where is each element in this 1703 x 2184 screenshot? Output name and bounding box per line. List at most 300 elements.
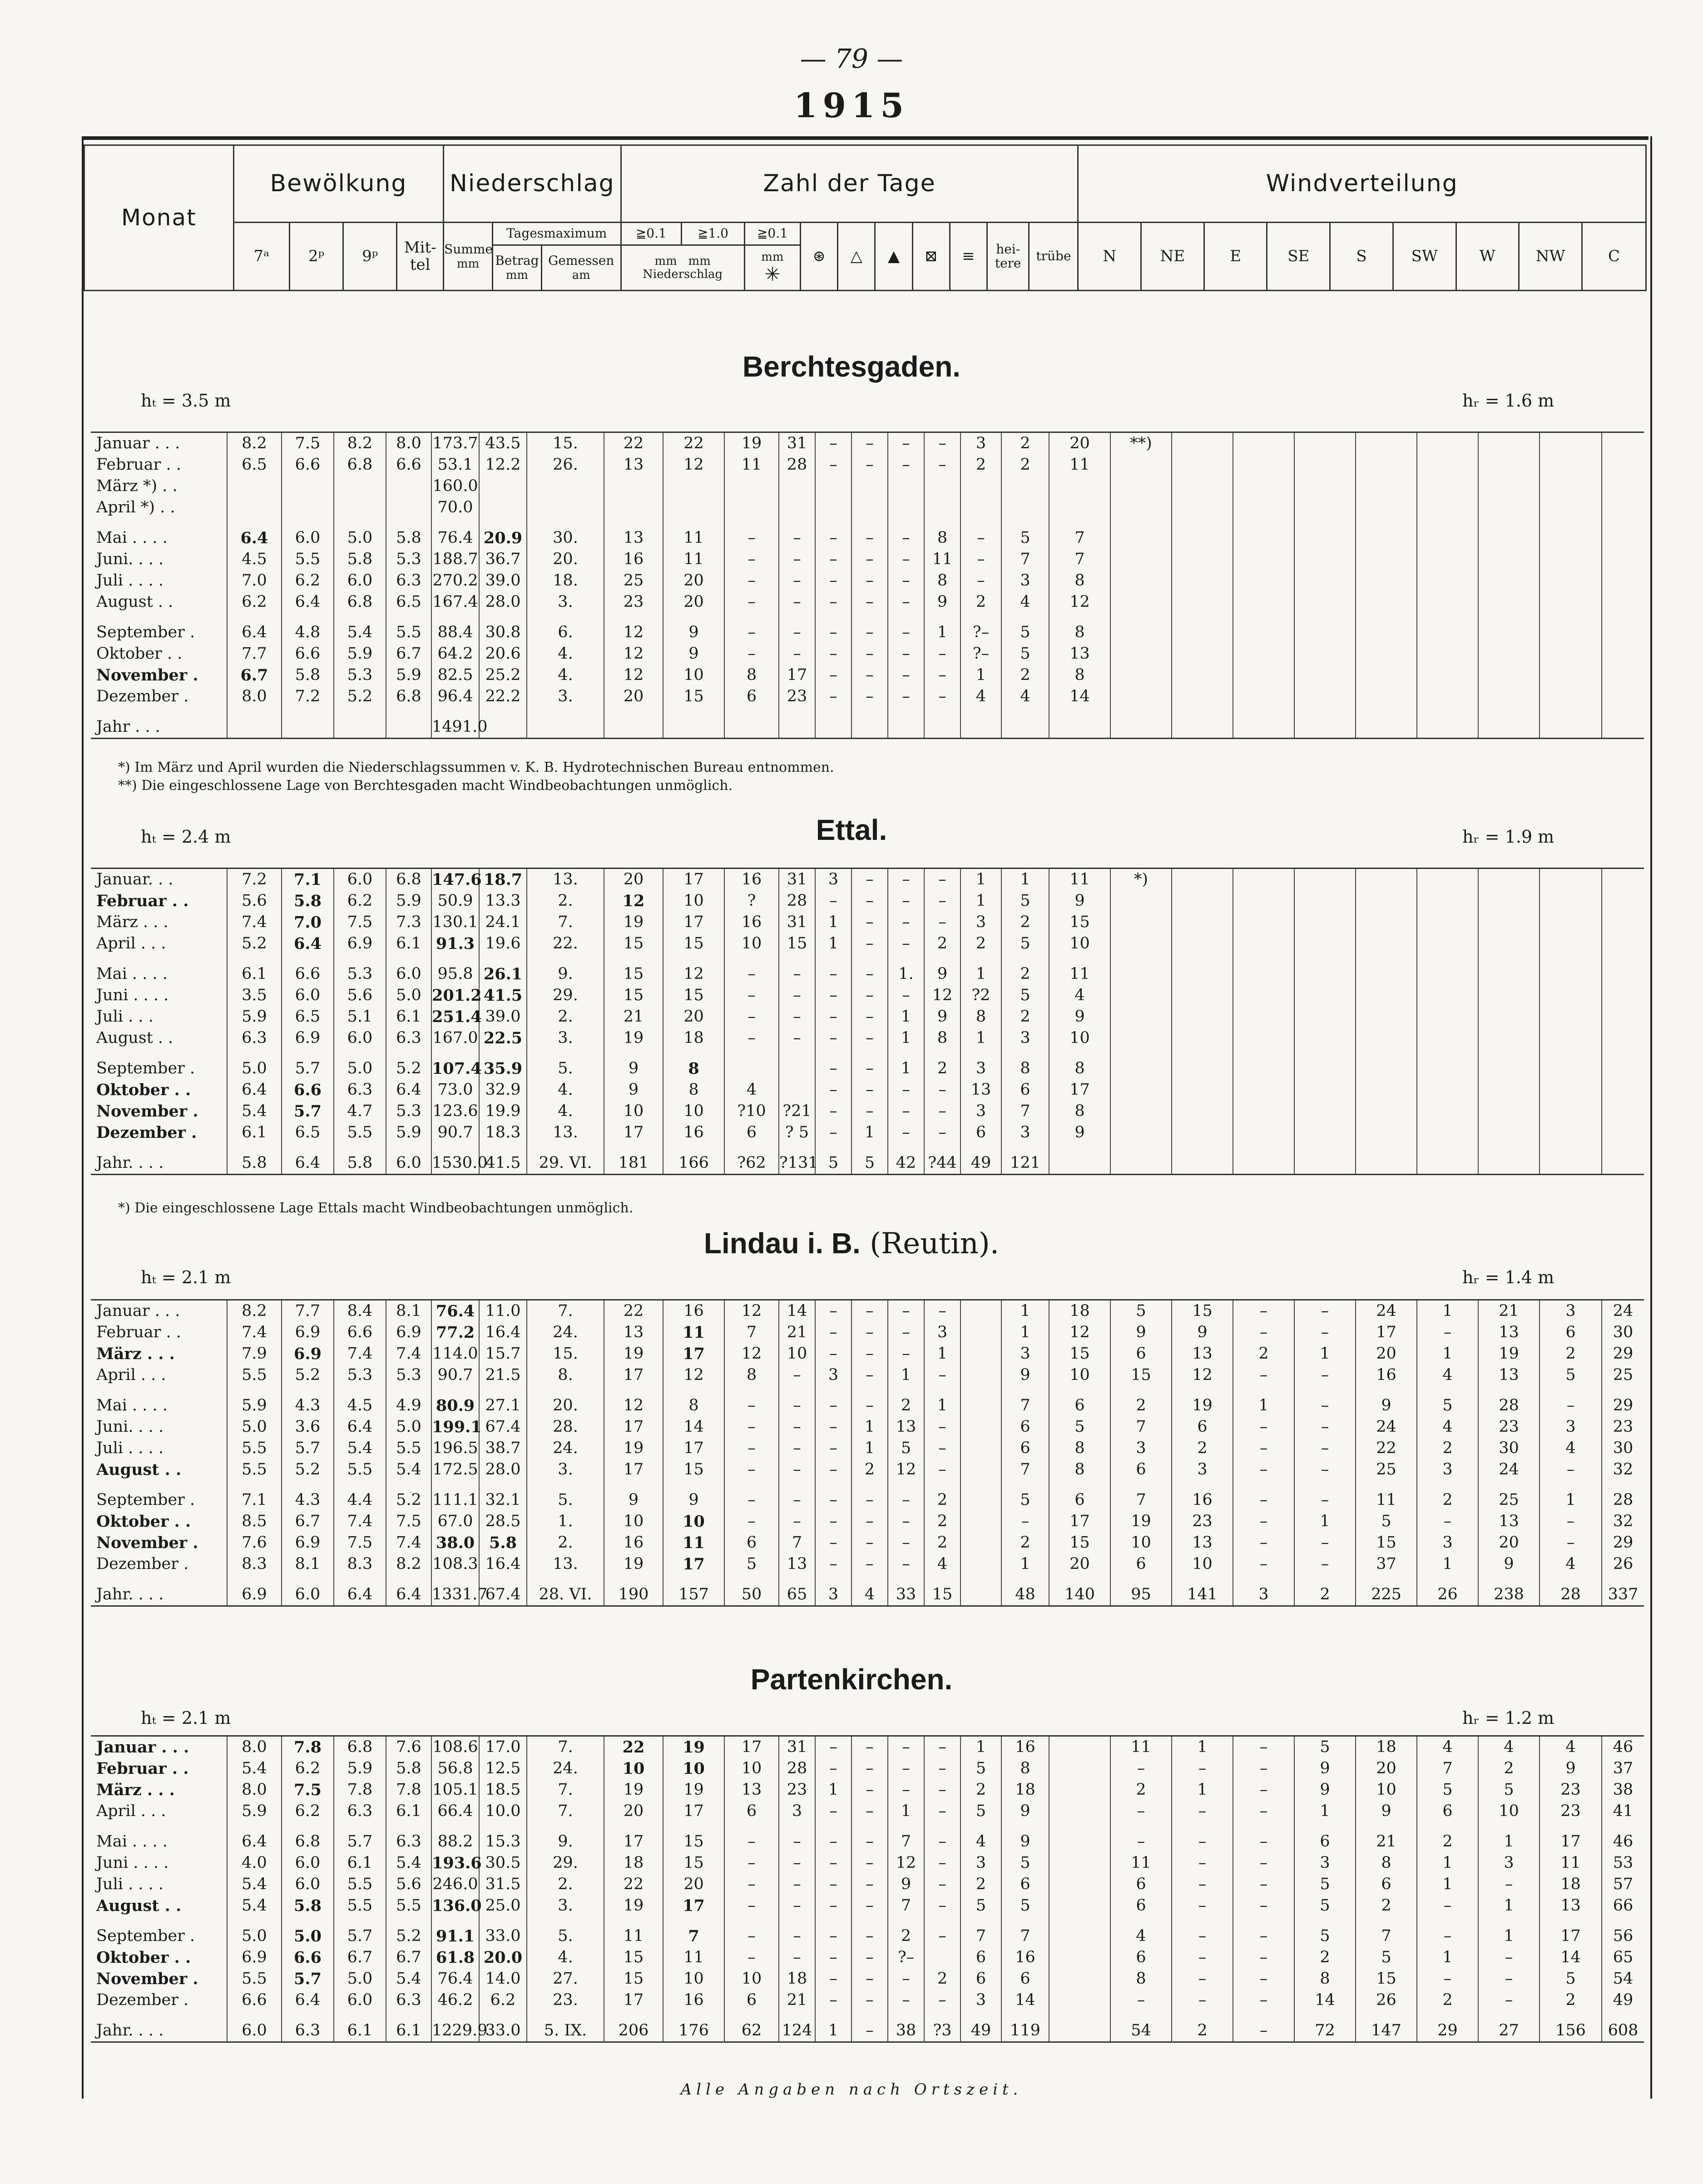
value-cell	[1294, 591, 1356, 613]
value-cell: 11.0	[479, 1300, 527, 1322]
value-cell: –	[888, 1079, 924, 1101]
value-cell: –	[815, 1079, 852, 1101]
value-cell: 6.7	[227, 665, 282, 686]
gap-cell	[1540, 1575, 1602, 1584]
value-cell: 1	[1478, 1926, 1540, 1947]
value-cell	[779, 476, 815, 497]
value-cell: 15	[1110, 1365, 1172, 1386]
value-cell	[960, 1459, 1001, 1480]
value-cell: 9	[663, 643, 724, 665]
value-cell: –	[1478, 1947, 1540, 1968]
value-cell: 13	[1478, 1511, 1540, 1532]
month-cell: Juni. . . .	[96, 1418, 164, 1436]
value-cell: 1	[960, 1736, 1001, 1758]
value-cell: –	[888, 527, 924, 549]
value-cell	[1233, 1058, 1294, 1079]
gap-cell	[527, 2011, 604, 2020]
value-cell: 2	[1001, 1006, 1049, 1027]
value-cell: 6.2	[282, 1801, 334, 1822]
value-cell: 2.	[527, 890, 604, 912]
value-cell: 13.3	[479, 890, 527, 912]
value-cell: 16	[663, 1300, 724, 1322]
value-cell: 95	[1110, 1584, 1172, 1606]
value-cell: 6.4	[282, 933, 334, 954]
value-cell	[1172, 912, 1233, 933]
gap-cell	[888, 707, 924, 716]
gap-cell	[852, 1822, 888, 1831]
gap-cell	[431, 613, 479, 622]
value-cell: 17	[663, 1554, 724, 1575]
value-cell: –	[852, 1990, 888, 2011]
value-cell: 12	[663, 454, 724, 476]
value-cell	[1478, 912, 1540, 933]
value-cell	[1233, 570, 1294, 591]
table-row	[91, 963, 1644, 985]
value-cell: 9	[1478, 1554, 1540, 1575]
value-cell: 6.0	[227, 2020, 282, 2042]
gap-cell	[431, 1822, 479, 1831]
value-cell: 15.	[527, 432, 604, 455]
value-cell: 6	[1110, 1947, 1172, 1968]
value-cell: –	[815, 963, 852, 985]
value-cell	[1233, 432, 1294, 455]
value-cell: 64.2	[431, 643, 479, 665]
value-cell: –	[924, 1416, 960, 1438]
value-cell: –	[724, 1006, 779, 1027]
gap-cell	[1478, 2011, 1540, 2020]
value-cell: –	[1233, 1300, 1294, 1322]
gap-cell	[852, 1386, 888, 1395]
value-cell: –	[888, 432, 924, 455]
value-cell: 5	[1001, 890, 1049, 912]
value-cell: 3.	[527, 1459, 604, 1480]
value-cell: 30	[1478, 1438, 1540, 1459]
gap-cell	[282, 613, 334, 622]
value-cell: 6.1	[386, 933, 431, 954]
gap-cell	[282, 518, 334, 527]
gap-cell	[91, 2011, 227, 2020]
value-cell	[1233, 643, 1294, 665]
gap-cell	[1172, 2011, 1233, 2020]
value-cell: 6.1	[386, 2020, 431, 2042]
value-cell	[1172, 570, 1233, 591]
value-cell: 2	[1001, 432, 1049, 455]
table-row	[91, 1300, 1644, 1322]
value-cell: –	[1540, 1395, 1602, 1416]
value-cell: –	[724, 622, 779, 643]
value-cell: 15	[1172, 1300, 1233, 1322]
gap-cell	[1172, 1049, 1233, 1058]
value-cell: 251.4	[431, 1006, 479, 1027]
value-cell	[1110, 643, 1172, 665]
gap-cell	[91, 613, 227, 622]
summe-unit: mm	[456, 257, 480, 271]
value-cell: –	[852, 869, 888, 891]
raingauge-height: hᵣ = 1.9 m	[1462, 827, 1554, 847]
value-cell	[1172, 716, 1233, 739]
value-cell	[1478, 716, 1540, 739]
value-cell: 90.7	[431, 1365, 479, 1386]
gap-cell	[1478, 1386, 1540, 1395]
value-cell: 5.4	[334, 622, 386, 643]
value-cell: 147	[1356, 2020, 1417, 2042]
value-cell: –	[924, 1874, 960, 1895]
value-cell	[1294, 912, 1356, 933]
gap-cell	[227, 613, 282, 622]
value-cell: 7.5	[334, 1532, 386, 1554]
value-cell: 7.4	[227, 1322, 282, 1343]
table-row	[91, 476, 1644, 497]
value-cell: 4	[1417, 1736, 1478, 1758]
value-cell: 20.6	[479, 643, 527, 665]
value-cell: 16	[724, 912, 779, 933]
gap-cell	[386, 1049, 431, 1058]
value-cell: 23	[779, 686, 815, 707]
row-gap	[91, 518, 1644, 527]
value-cell	[924, 716, 960, 739]
value-cell: –	[888, 454, 924, 476]
value-cell: 3	[1001, 1343, 1049, 1365]
value-cell: –	[852, 1968, 888, 1990]
value-cell: 6.6	[227, 1990, 282, 2011]
betrag-unit: mm	[505, 268, 529, 282]
gap-cell	[815, 1480, 852, 1489]
gap-cell	[1540, 1480, 1602, 1489]
value-cell: 6.7	[386, 643, 431, 665]
gap-cell	[1602, 954, 1644, 963]
value-cell	[1478, 476, 1540, 497]
value-cell: 2	[1294, 1584, 1356, 1606]
month-cell: April . . .	[96, 1366, 166, 1384]
value-cell: 8.2	[386, 1554, 431, 1575]
value-cell: 5	[888, 1438, 924, 1459]
value-cell: 3.	[527, 591, 604, 613]
value-cell: 1	[1001, 869, 1049, 891]
table-row	[91, 454, 1644, 476]
value-cell: 5.	[527, 1926, 604, 1947]
value-cell: –	[815, 622, 852, 643]
table-row	[91, 1852, 1644, 1874]
value-cell	[1233, 869, 1294, 891]
value-cell	[1294, 716, 1356, 739]
value-cell	[1540, 912, 1602, 933]
value-cell	[1110, 1101, 1172, 1122]
value-cell	[1417, 476, 1478, 497]
gap-cell	[1417, 518, 1478, 527]
value-cell	[1478, 933, 1540, 954]
month-cell: Februar . .	[96, 456, 181, 474]
gap-cell	[1294, 613, 1356, 622]
value-cell: –	[1294, 1395, 1356, 1416]
value-cell: –	[815, 665, 852, 686]
value-cell: 9	[663, 1489, 724, 1511]
value-cell: 1	[924, 622, 960, 643]
value-cell: 9	[1356, 1395, 1417, 1416]
value-cell: 4.7	[334, 1101, 386, 1122]
value-cell: 17	[1049, 1511, 1110, 1532]
value-cell	[1172, 1079, 1233, 1101]
value-cell: 3	[960, 1852, 1001, 1874]
value-cell: –	[852, 1079, 888, 1101]
value-cell: 28. VI.	[527, 1584, 604, 1606]
value-cell	[779, 497, 815, 518]
value-cell: –	[1172, 1947, 1233, 1968]
value-cell: 38	[1602, 1779, 1644, 1801]
value-cell	[1417, 591, 1478, 613]
wind-c: C	[1582, 223, 1646, 291]
value-cell: 29.	[527, 985, 604, 1006]
thermometer-height: hₜ = 2.4 m	[141, 827, 231, 847]
value-cell: 13	[724, 1779, 779, 1801]
value-cell: 9.	[527, 963, 604, 985]
value-cell: 37	[1602, 1758, 1644, 1779]
value-cell: 6.3	[386, 1027, 431, 1049]
gap-cell	[527, 1822, 604, 1831]
value-cell	[1172, 1122, 1233, 1143]
value-cell: 29	[1602, 1395, 1644, 1416]
value-cell: 26.	[527, 454, 604, 476]
month-cell: Jahr. . . .	[96, 2021, 164, 2040]
value-cell: 5.7	[334, 1926, 386, 1947]
value-cell: –	[852, 527, 888, 549]
value-cell: –	[1478, 1874, 1540, 1895]
table-row	[91, 2020, 1644, 2042]
value-cell	[1294, 1101, 1356, 1122]
value-cell	[1110, 890, 1172, 912]
value-cell	[1356, 1027, 1417, 1049]
value-cell: –	[1233, 1779, 1294, 1801]
value-cell	[815, 497, 852, 518]
value-cell: 2	[1110, 1395, 1172, 1416]
value-cell	[1294, 1006, 1356, 1027]
value-cell: 22	[604, 1736, 663, 1758]
value-cell: 7	[1110, 1416, 1172, 1438]
value-cell: 3	[1001, 1027, 1049, 1049]
value-cell: 12	[663, 1365, 724, 1386]
value-cell: ?44	[924, 1152, 960, 1175]
value-cell: –	[815, 1852, 852, 1874]
gap-cell	[779, 954, 815, 963]
row-gap	[91, 1575, 1644, 1584]
value-cell	[1602, 890, 1644, 912]
value-cell: 19.9	[479, 1101, 527, 1122]
gap-cell	[888, 1822, 924, 1831]
month-cell: März . . .	[96, 1781, 175, 1799]
table-row	[91, 1758, 1644, 1779]
value-cell: –	[815, 985, 852, 1006]
value-cell: 6.8	[386, 686, 431, 707]
value-cell	[1478, 622, 1540, 643]
gemessen-unit: am	[572, 268, 590, 282]
gap-cell	[479, 1143, 527, 1152]
gap-cell	[1172, 1916, 1233, 1926]
value-cell: 5	[1001, 1852, 1049, 1874]
value-cell: –	[1001, 1511, 1049, 1532]
value-cell: 16	[1356, 1365, 1417, 1386]
value-cell	[1294, 1152, 1356, 1175]
month-cell: Oktober . .	[96, 645, 183, 663]
value-cell: –	[1233, 1758, 1294, 1779]
value-cell	[334, 716, 386, 739]
value-cell: 12	[724, 1343, 779, 1365]
value-cell: 5.8	[282, 890, 334, 912]
value-cell	[1540, 1058, 1602, 1079]
value-cell: 6.2	[334, 890, 386, 912]
value-cell: 5	[1540, 1365, 1602, 1386]
value-cell: 7	[1001, 1459, 1049, 1480]
value-cell: –	[724, 985, 779, 1006]
gap-cell	[852, 1143, 888, 1152]
value-cell: 12	[663, 963, 724, 985]
header-niederschlag: Niederschlag	[444, 145, 621, 223]
value-cell: 5.4	[227, 1758, 282, 1779]
value-cell: 22	[663, 432, 724, 455]
value-cell: 5.	[527, 1489, 604, 1511]
station-title	[0, 1663, 1703, 1696]
col-9p: 9ᵖ	[343, 223, 397, 291]
row-gap	[91, 707, 1644, 716]
value-cell	[1294, 890, 1356, 912]
value-cell: 4.	[527, 1101, 604, 1122]
value-cell	[1356, 716, 1417, 739]
value-cell	[1478, 497, 1540, 518]
value-cell: 6.6	[282, 963, 334, 985]
value-cell: –	[1110, 1831, 1172, 1852]
value-cell	[1478, 1101, 1540, 1122]
gap-cell	[1356, 518, 1417, 527]
value-cell	[1049, 497, 1110, 518]
gap-cell	[1356, 613, 1417, 622]
gap-cell	[1417, 613, 1478, 622]
table-row	[91, 1926, 1644, 1947]
value-cell	[1602, 476, 1644, 497]
gap-cell	[431, 1049, 479, 1058]
value-cell: 4.0	[227, 1852, 282, 1874]
gap-cell	[334, 613, 386, 622]
value-cell: 12	[604, 622, 663, 643]
gap-cell	[227, 1480, 282, 1489]
gap-cell	[1602, 707, 1644, 716]
value-cell: –	[888, 643, 924, 665]
value-cell: –	[888, 912, 924, 933]
value-cell: 18	[1049, 1300, 1110, 1322]
value-cell: 20	[663, 1874, 724, 1895]
gap-cell	[888, 954, 924, 963]
gap-cell	[479, 1916, 527, 1926]
value-cell: 5.8	[334, 549, 386, 570]
value-cell: 90.7	[431, 1122, 479, 1143]
value-cell: –	[924, 643, 960, 665]
value-cell: 7.2	[227, 869, 282, 891]
value-cell: 7	[1110, 1489, 1172, 1511]
value-cell: 5.5	[386, 1438, 431, 1459]
value-cell: –	[1294, 1322, 1356, 1343]
value-cell	[724, 476, 779, 497]
gap-cell	[779, 1143, 815, 1152]
table-row	[91, 1874, 1644, 1895]
value-cell: 196.5	[431, 1438, 479, 1459]
gap-cell	[663, 1916, 724, 1926]
gap-cell	[815, 1386, 852, 1395]
value-cell	[1540, 933, 1602, 954]
gap-cell	[227, 1143, 282, 1152]
value-cell: –	[815, 1532, 852, 1554]
value-cell: 11	[1356, 1489, 1417, 1511]
gap-cell	[1294, 1822, 1356, 1831]
value-cell: 6.6	[282, 454, 334, 476]
value-cell	[1417, 686, 1478, 707]
value-cell: 2	[1478, 1758, 1540, 1779]
gap-cell	[1001, 1822, 1049, 1831]
value-cell	[960, 1438, 1001, 1459]
value-cell	[1602, 933, 1644, 954]
value-cell: 2	[1172, 1438, 1233, 1459]
wind-n: N	[1078, 223, 1141, 291]
gap-cell	[1172, 1386, 1233, 1395]
table-row	[91, 716, 1644, 739]
gap-cell	[527, 1049, 604, 1058]
value-cell: 15	[604, 933, 663, 954]
value-cell: 5.0	[227, 1926, 282, 1947]
value-cell: 10	[1356, 1779, 1417, 1801]
value-cell	[1110, 1079, 1172, 1101]
gap-cell	[1478, 707, 1540, 716]
value-cell	[663, 476, 724, 497]
value-cell	[1294, 686, 1356, 707]
value-cell: 46	[1602, 1831, 1644, 1852]
value-cell	[1417, 549, 1478, 570]
value-cell: 23	[779, 1779, 815, 1801]
gap-cell	[1001, 1386, 1049, 1395]
value-cell: 201.2	[431, 985, 479, 1006]
value-cell: 8	[1049, 570, 1110, 591]
value-cell	[227, 716, 282, 739]
value-cell: –	[815, 1101, 852, 1122]
value-cell: 4	[924, 1554, 960, 1575]
value-cell	[1110, 1058, 1172, 1079]
value-cell: 18	[604, 1852, 663, 1874]
value-cell: 1	[888, 1058, 924, 1079]
value-cell: 238	[1478, 1584, 1540, 1606]
gap-cell	[527, 1916, 604, 1926]
value-cell: 88.2	[431, 1831, 479, 1852]
value-cell	[1356, 890, 1417, 912]
value-cell: –	[779, 591, 815, 613]
value-cell	[1110, 570, 1172, 591]
value-cell: 199.1	[431, 1416, 479, 1438]
value-cell	[1356, 686, 1417, 707]
header-zahl-der-tage: Zahl der Tage	[621, 145, 1078, 223]
value-cell: 18.5	[479, 1779, 527, 1801]
value-cell: 9	[1110, 1322, 1172, 1343]
value-cell: 5	[1294, 1895, 1356, 1916]
value-cell: –	[852, 1554, 888, 1575]
gap-cell	[334, 1822, 386, 1831]
gap-cell	[1172, 1822, 1233, 1831]
value-cell: ?	[724, 890, 779, 912]
value-cell	[1417, 716, 1478, 739]
value-cell: 1	[1417, 1554, 1478, 1575]
value-cell: –	[724, 1416, 779, 1438]
value-cell: 46.2	[431, 1990, 479, 2011]
gap-cell	[924, 1386, 960, 1395]
value-cell: 5.9	[386, 890, 431, 912]
gap-cell	[1049, 954, 1110, 963]
table-row	[91, 665, 1644, 686]
gap-cell	[386, 1916, 431, 1926]
value-cell: 31	[779, 1736, 815, 1758]
value-cell: 5.0	[386, 985, 431, 1006]
